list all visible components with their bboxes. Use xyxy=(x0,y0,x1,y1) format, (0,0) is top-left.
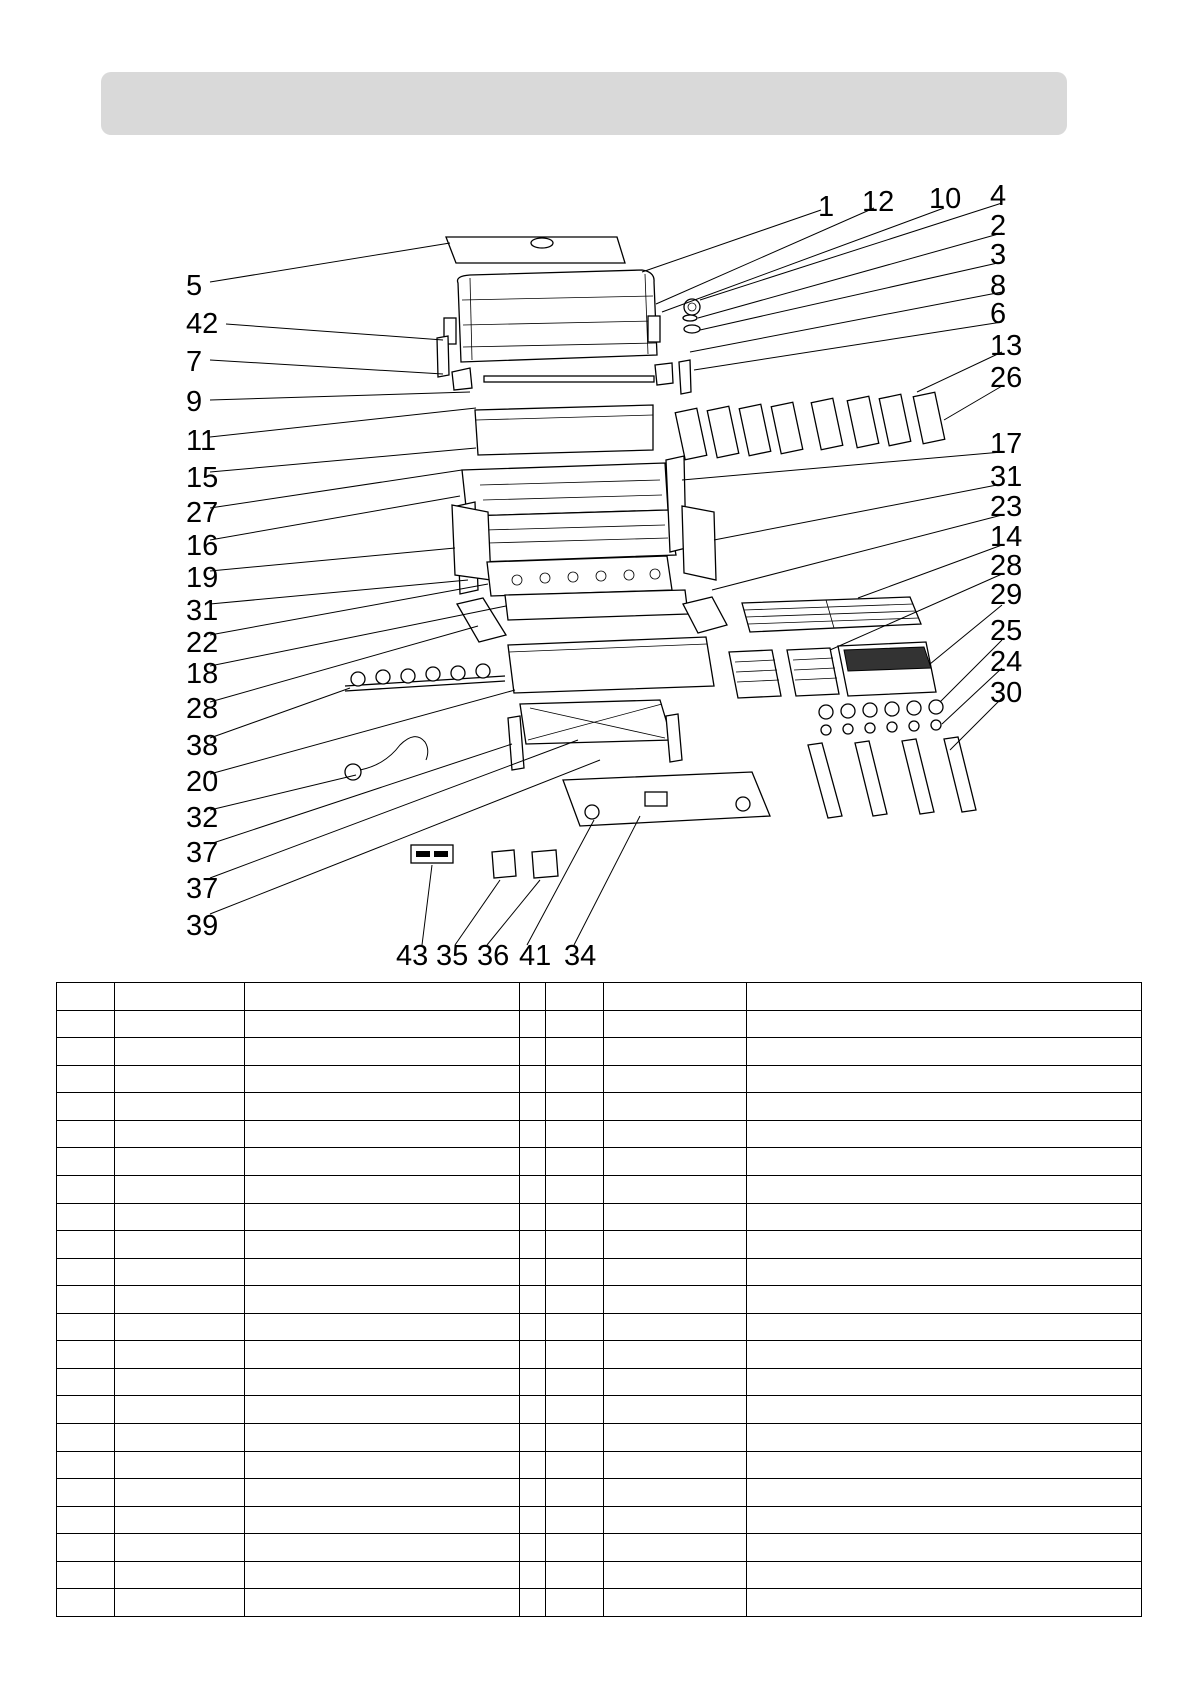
callout-25: 25 xyxy=(990,615,1023,647)
table-row xyxy=(57,1534,1142,1562)
table-cell xyxy=(520,1561,546,1589)
table-cell xyxy=(115,1010,245,1038)
table-cell xyxy=(546,1286,604,1314)
table-cell xyxy=(604,983,747,1011)
table-cell xyxy=(520,1506,546,1534)
table-cell xyxy=(546,1148,604,1176)
front-fascia xyxy=(508,637,714,693)
table-cell xyxy=(115,1424,245,1452)
table-cell xyxy=(747,1203,1142,1231)
table-cell xyxy=(57,1534,115,1562)
table-cell xyxy=(57,1396,115,1424)
table-cell xyxy=(604,1175,747,1203)
table-cell xyxy=(546,1534,604,1562)
table-row xyxy=(57,1479,1142,1507)
table-cell xyxy=(57,1424,115,1452)
table-cell xyxy=(115,1093,245,1121)
table-cell xyxy=(245,1175,520,1203)
table-cell xyxy=(57,1506,115,1534)
callout-27: 27 xyxy=(186,497,219,529)
table-cell xyxy=(115,1203,245,1231)
table-cell xyxy=(520,1093,546,1121)
gas-manifold xyxy=(345,664,505,691)
table-cell xyxy=(520,1341,546,1369)
table-cell xyxy=(546,1561,604,1589)
table-cell xyxy=(546,1424,604,1452)
callout-5: 5 xyxy=(186,270,203,302)
table-cell xyxy=(57,1120,115,1148)
bottom-panel xyxy=(563,772,770,826)
table-cell xyxy=(115,1589,245,1617)
table-row xyxy=(57,1148,1142,1176)
table-cell xyxy=(520,1203,546,1231)
table-cell xyxy=(520,1313,546,1341)
table-cell xyxy=(245,1120,520,1148)
callout-33: 32 xyxy=(186,802,219,834)
table-cell xyxy=(520,1231,546,1259)
table-row xyxy=(57,1120,1142,1148)
table-cell xyxy=(245,1561,520,1589)
callout-32: 31 xyxy=(990,461,1023,493)
table-cell xyxy=(57,1561,115,1589)
table-cell xyxy=(604,1010,747,1038)
table-cell xyxy=(57,1203,115,1231)
table-cell xyxy=(546,1479,604,1507)
table-cell xyxy=(115,1561,245,1589)
callout-9: 9 xyxy=(186,386,203,418)
table-cell xyxy=(245,1148,520,1176)
table-cell xyxy=(747,1175,1142,1203)
table-cell xyxy=(245,1203,520,1231)
table-cell xyxy=(520,1148,546,1176)
table-cell xyxy=(546,1065,604,1093)
table-cell xyxy=(245,1093,520,1121)
handle xyxy=(484,376,654,382)
callout-24: 24 xyxy=(990,646,1023,678)
table-cell xyxy=(245,1368,520,1396)
table-cell xyxy=(57,1258,115,1286)
table-cell xyxy=(604,1093,747,1121)
table-cell xyxy=(245,1258,520,1286)
table-cell xyxy=(747,1093,1142,1121)
table-row xyxy=(57,1506,1142,1534)
table-cell xyxy=(245,1424,520,1452)
table-cell xyxy=(747,1286,1142,1314)
table-cell xyxy=(245,1589,520,1617)
table-cell xyxy=(747,1534,1142,1562)
table-cell xyxy=(747,1368,1142,1396)
table-cell xyxy=(115,1258,245,1286)
burners xyxy=(675,392,944,460)
table-cell xyxy=(747,1506,1142,1534)
callout-17: 17 xyxy=(990,428,1023,460)
callout-26: 26 xyxy=(990,362,1023,394)
table-cell xyxy=(747,1396,1142,1424)
table-cell xyxy=(57,1148,115,1176)
small-parts xyxy=(411,845,558,878)
table-row xyxy=(57,1313,1142,1341)
table-cell xyxy=(115,1231,245,1259)
table-cell xyxy=(245,1341,520,1369)
back-panel xyxy=(475,405,653,455)
table-cell xyxy=(747,1065,1142,1093)
table-cell xyxy=(245,1010,520,1038)
callout-20: 20 xyxy=(186,766,219,798)
table-cell xyxy=(546,1175,604,1203)
table-row xyxy=(57,1175,1142,1203)
callout-40: 39 xyxy=(186,910,219,942)
table-cell xyxy=(546,1010,604,1038)
callout-31: 31 xyxy=(186,595,219,627)
table-row xyxy=(57,1396,1142,1424)
table-cell xyxy=(604,1120,747,1148)
table-cell xyxy=(747,1561,1142,1589)
callout-18: 18 xyxy=(186,658,219,690)
callout-35: 35 xyxy=(436,940,469,972)
table-cell xyxy=(747,1424,1142,1452)
table-row xyxy=(57,1010,1142,1038)
table-cell xyxy=(115,1175,245,1203)
table-cell xyxy=(245,1286,520,1314)
regulator-hose xyxy=(345,737,428,780)
table-cell xyxy=(57,1065,115,1093)
table-cell xyxy=(57,1341,115,1369)
table-cell xyxy=(520,983,546,1011)
table-cell xyxy=(546,1506,604,1534)
table-cell xyxy=(57,1010,115,1038)
callout-42: 42 xyxy=(186,308,219,340)
thermometer-parts xyxy=(683,299,700,333)
callout-29: 29 xyxy=(990,579,1023,611)
callout-39: 38 xyxy=(186,730,219,762)
table-cell xyxy=(604,1148,747,1176)
table-cell xyxy=(115,1120,245,1148)
table-cell xyxy=(604,1506,747,1534)
table-cell xyxy=(546,1341,604,1369)
table-row xyxy=(57,1258,1142,1286)
table-cell xyxy=(57,1589,115,1617)
table-cell xyxy=(520,1065,546,1093)
control-panel xyxy=(487,556,672,596)
table-cell xyxy=(57,1231,115,1259)
lid xyxy=(444,270,660,362)
table-cell xyxy=(115,1534,245,1562)
table-cell xyxy=(546,1038,604,1066)
table-cell xyxy=(57,1313,115,1341)
table-cell xyxy=(115,1341,245,1369)
table-cell xyxy=(546,1231,604,1259)
callout-7: 7 xyxy=(186,346,203,378)
table-cell xyxy=(604,1341,747,1369)
callout-19: 19 xyxy=(186,562,219,594)
table-cell xyxy=(747,1589,1142,1617)
callout-36: 36 xyxy=(477,940,510,972)
table-cell xyxy=(245,1479,520,1507)
table-cell xyxy=(115,1038,245,1066)
table-cell xyxy=(115,1313,245,1341)
table-row xyxy=(57,1589,1142,1617)
table-cell xyxy=(546,1203,604,1231)
table-cell xyxy=(747,1231,1142,1259)
callout-11: 11 xyxy=(186,425,217,457)
table-cell xyxy=(546,1396,604,1424)
table-cell xyxy=(604,1561,747,1589)
table-cell xyxy=(747,1258,1142,1286)
table-cell xyxy=(747,1313,1142,1341)
grates xyxy=(729,642,936,698)
table-cell xyxy=(57,1479,115,1507)
table-cell xyxy=(520,1258,546,1286)
table-cell xyxy=(115,1396,245,1424)
table-cell xyxy=(520,1286,546,1314)
table-cell xyxy=(57,1093,115,1121)
table-cell xyxy=(520,1589,546,1617)
table-cell xyxy=(604,1203,747,1231)
table-cell xyxy=(115,1506,245,1534)
table-cell xyxy=(245,1231,520,1259)
table-row xyxy=(57,1093,1142,1121)
table-cell xyxy=(245,1506,520,1534)
table-cell xyxy=(245,1396,520,1424)
table-cell xyxy=(604,1479,747,1507)
table-cell xyxy=(604,1396,747,1424)
table-cell xyxy=(115,1286,245,1314)
front-bracket xyxy=(505,590,688,620)
table-cell xyxy=(604,1589,747,1617)
callout-3: 3 xyxy=(990,239,1007,271)
callout-23: 23 xyxy=(990,491,1023,523)
callout-16: 16 xyxy=(186,530,219,562)
table-cell xyxy=(747,1451,1142,1479)
table-cell xyxy=(245,983,520,1011)
table-cell xyxy=(57,1175,115,1203)
table-row xyxy=(57,1038,1142,1066)
table-row xyxy=(57,1341,1142,1369)
table-row xyxy=(57,1286,1142,1314)
callout-6: 6 xyxy=(990,298,1007,330)
callout-8: 8 xyxy=(990,270,1007,302)
table-cell xyxy=(520,1451,546,1479)
callout-4: 4 xyxy=(990,180,1007,212)
warming-rack xyxy=(742,597,921,632)
table-cell xyxy=(520,1396,546,1424)
callout-30: 30 xyxy=(990,677,1023,709)
table-row xyxy=(57,1203,1142,1231)
table-cell xyxy=(604,1451,747,1479)
table-cell xyxy=(57,1451,115,1479)
table-cell xyxy=(115,1368,245,1396)
ignitor-caps xyxy=(819,700,943,735)
table-cell xyxy=(115,1065,245,1093)
callout-14: 14 xyxy=(990,521,1023,553)
table-row xyxy=(57,1424,1142,1452)
table-cell xyxy=(604,1313,747,1341)
parts-list-table xyxy=(56,982,1142,1617)
table-cell xyxy=(520,1038,546,1066)
callout-22: 22 xyxy=(186,627,219,659)
table-cell xyxy=(604,1231,747,1259)
table-cell xyxy=(747,1479,1142,1507)
callout-2: 2 xyxy=(990,210,1007,242)
table-cell xyxy=(520,1534,546,1562)
table-cell xyxy=(115,1148,245,1176)
table-cell xyxy=(604,1286,747,1314)
callout-41: 41 xyxy=(519,940,552,972)
table-cell xyxy=(546,1120,604,1148)
table-cell xyxy=(245,1038,520,1066)
table-cell xyxy=(747,1341,1142,1369)
table-cell xyxy=(57,983,115,1011)
table-cell xyxy=(604,1038,747,1066)
table-row xyxy=(57,1561,1142,1589)
callout-28-right: 28 xyxy=(990,550,1023,582)
table-cell xyxy=(604,1534,747,1562)
callout-37: 37 xyxy=(186,837,219,869)
drip-frame xyxy=(508,700,682,770)
callout-43: 43 xyxy=(396,940,429,972)
table-cell xyxy=(546,983,604,1011)
table-cell xyxy=(546,1451,604,1479)
table-cell xyxy=(747,1148,1142,1176)
table-cell xyxy=(245,1451,520,1479)
table-cell xyxy=(115,1479,245,1507)
table-cell xyxy=(520,1010,546,1038)
callout-34: 34 xyxy=(564,940,597,972)
table-cell xyxy=(747,1038,1142,1066)
table-cell xyxy=(57,1038,115,1066)
callout-1: 1 xyxy=(818,191,835,223)
table-cell xyxy=(115,1451,245,1479)
table-row xyxy=(57,983,1142,1011)
table-row xyxy=(57,1368,1142,1396)
table-cell xyxy=(520,1424,546,1452)
table-cell xyxy=(520,1368,546,1396)
table-cell xyxy=(604,1258,747,1286)
table-row xyxy=(57,1451,1142,1479)
table-cell xyxy=(245,1534,520,1562)
table-cell xyxy=(747,1010,1142,1038)
table-cell xyxy=(747,983,1142,1011)
table-cell xyxy=(546,1313,604,1341)
table-cell xyxy=(245,1313,520,1341)
table-row xyxy=(57,1231,1142,1259)
table-cell xyxy=(520,1175,546,1203)
callout-13: 13 xyxy=(990,330,1023,362)
table-cell xyxy=(57,1368,115,1396)
table-row xyxy=(57,1065,1142,1093)
table-cell xyxy=(520,1120,546,1148)
callout-12: 12 xyxy=(862,186,895,218)
table-cell xyxy=(546,1589,604,1617)
callout-38: 37 xyxy=(186,873,219,905)
callout-15: 15 xyxy=(186,462,219,494)
table-cell xyxy=(245,1065,520,1093)
table-cell xyxy=(520,1479,546,1507)
table-cell xyxy=(604,1368,747,1396)
table-cell xyxy=(57,1286,115,1314)
table-cell xyxy=(546,1093,604,1121)
table-cell xyxy=(546,1368,604,1396)
table-cell xyxy=(604,1424,747,1452)
table-cell xyxy=(115,983,245,1011)
callout-10: 10 xyxy=(929,183,962,215)
callout-28-left: 28 xyxy=(186,693,219,725)
table-cell xyxy=(747,1120,1142,1148)
table-cell xyxy=(604,1065,747,1093)
top-panel xyxy=(446,237,625,263)
table-cell xyxy=(546,1258,604,1286)
